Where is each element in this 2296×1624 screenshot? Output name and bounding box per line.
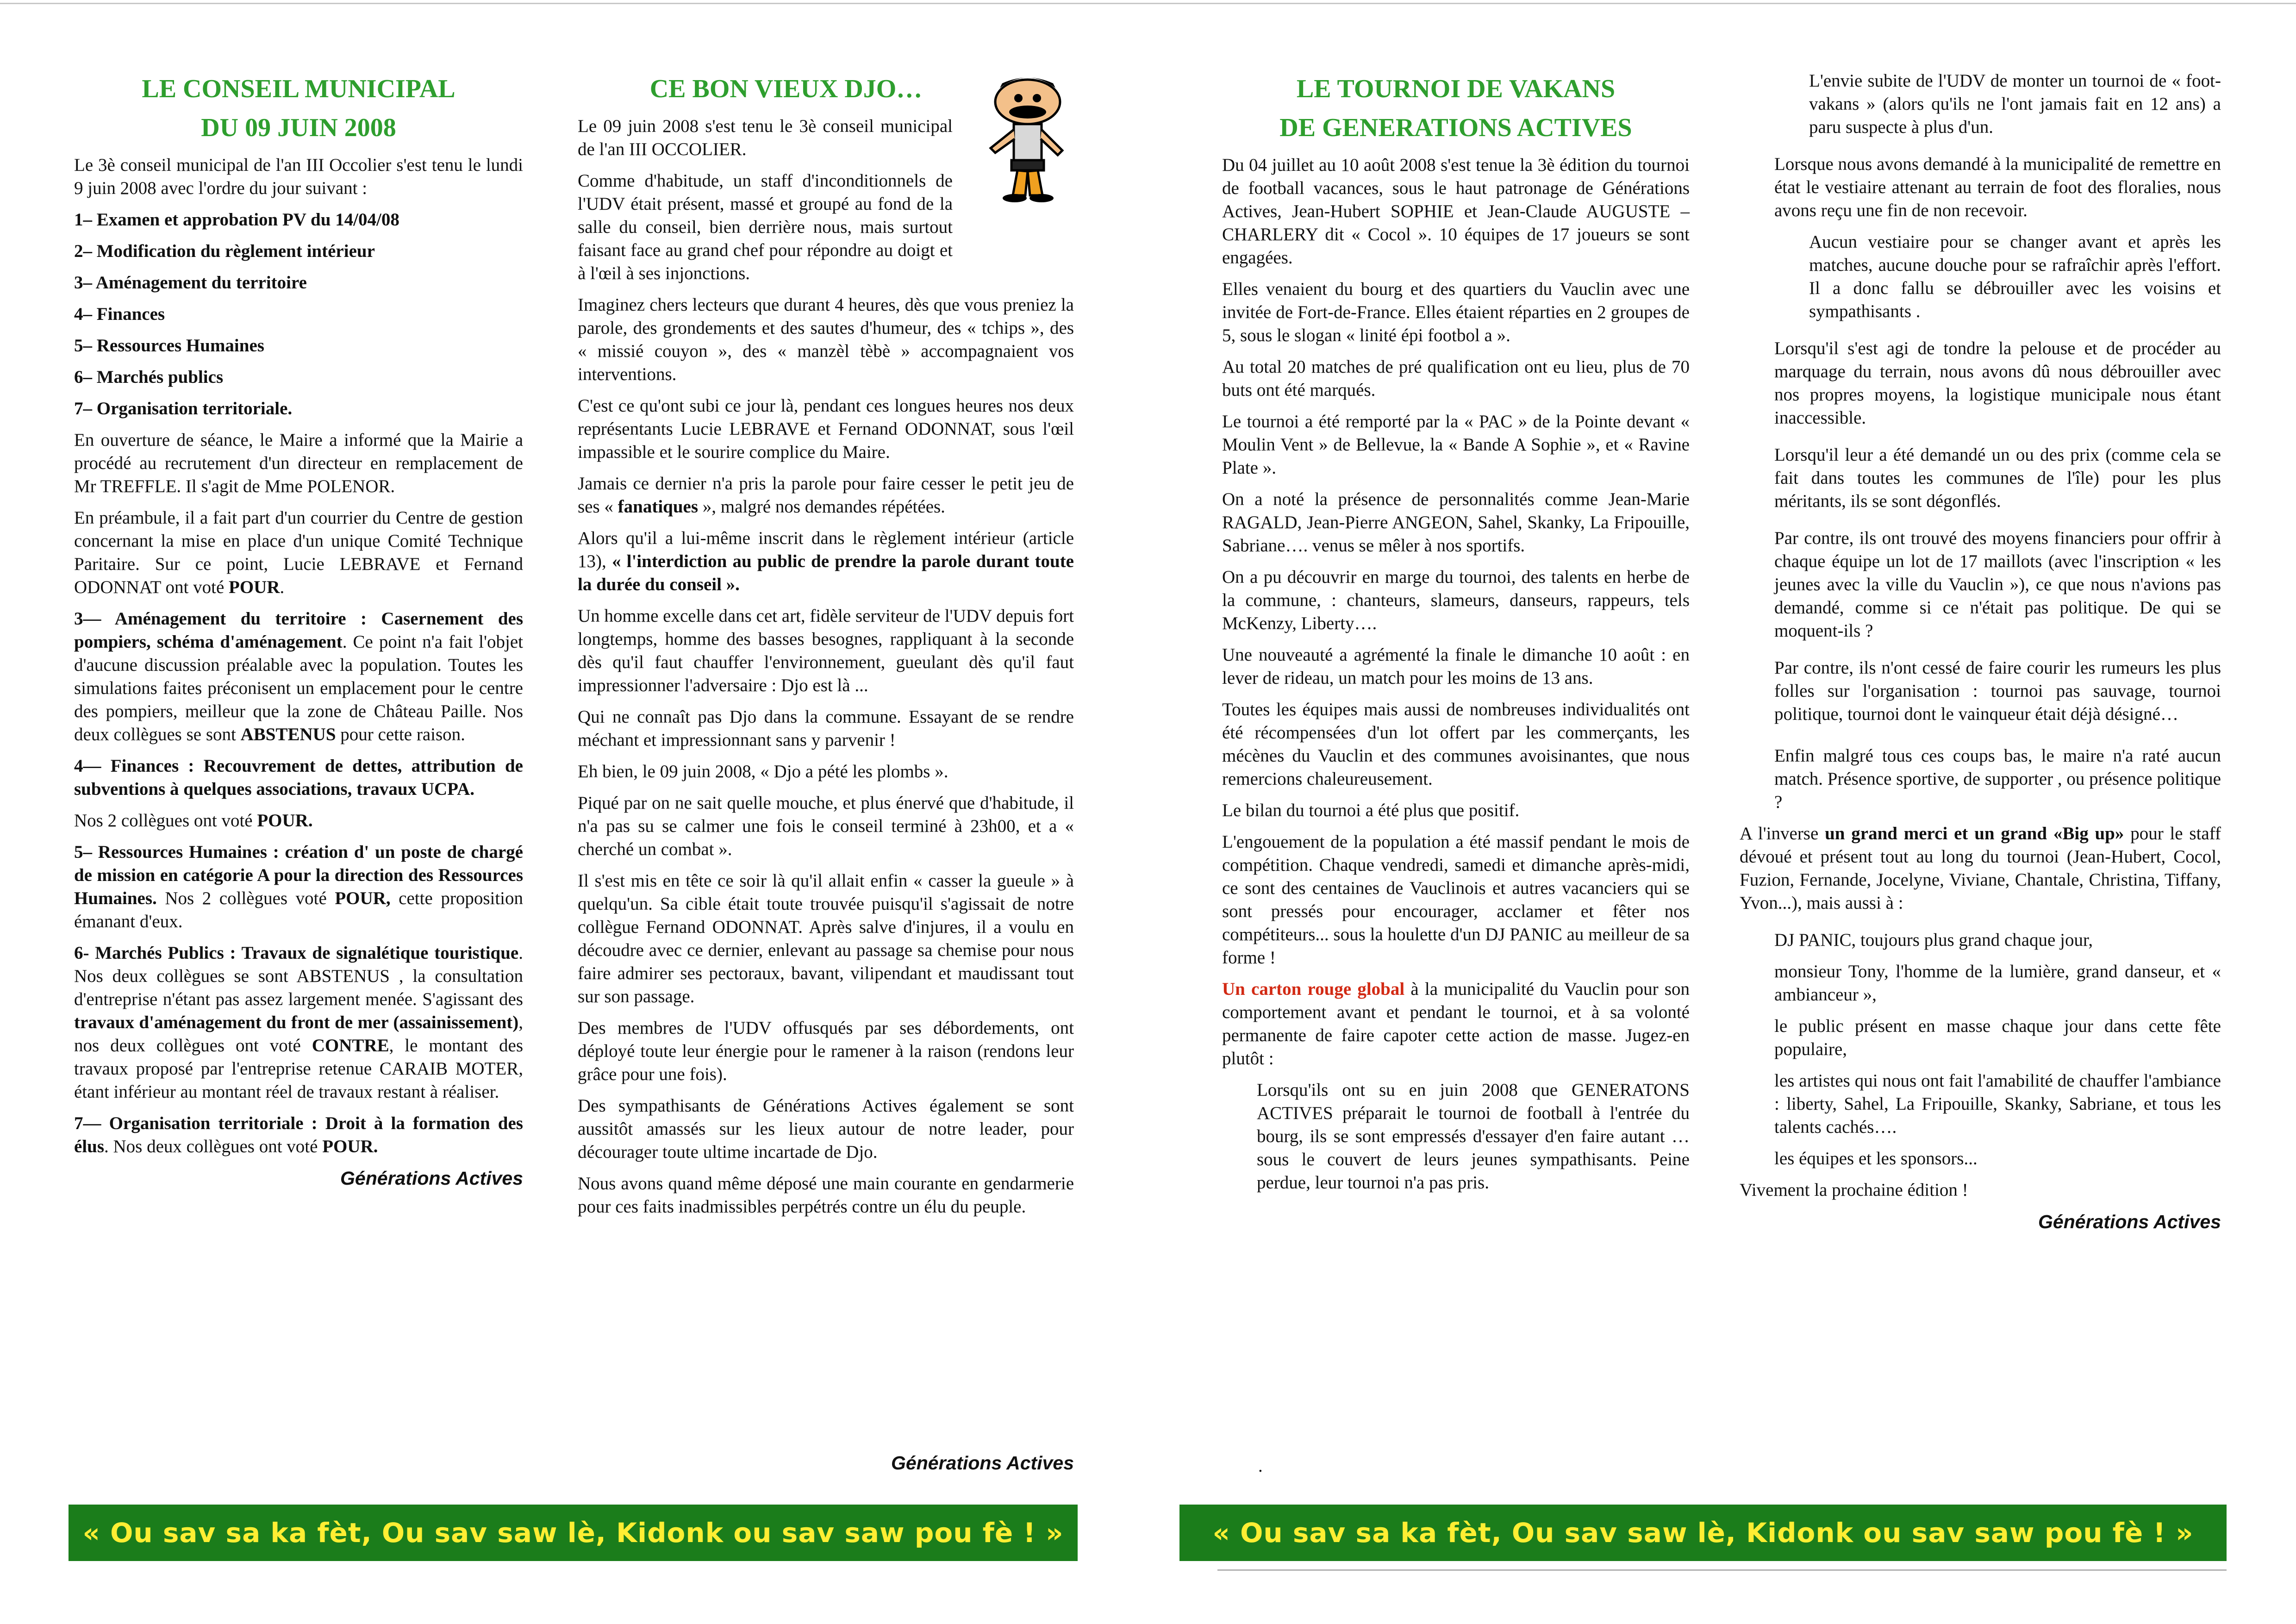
column-tournoi — [1222, 69, 1690, 1203]
paragraph: On a pu découvrir en marge du tournoi, des talents en herbe de la commune, : chanteurs, slameurs, danseurs, rappeurs, tels McKenzy, Liberty…. — [1222, 567, 1690, 633]
top-border — [0, 3, 2296, 4]
thanks-item: monsieur Tony, l'homme de la lumière, grand danseur, et « ambianceur », — [1774, 962, 2221, 1005]
paragraph: Un carton rouge global à la municipalité du Vauclin pour son comportement avant et pendant le tournoi, et à sa volonté permanente de faire capoter cette action de masse. Jugez-en plutôt : — [1222, 979, 1690, 1068]
paragraph: Des sympathisants de Générations Actives également se sont aussitôt amassés sur les lieux autour de notre leader, pour décourager toute ultime incartade de Djo. — [578, 1096, 1074, 1162]
paragraph: Par contre, ils ont trouvé des moyens financiers pour offrir à chaque équipe un lot de 17 maillots (avec l'inscription « les jeunes avec la ville du Vauclin »), ce que nous n'avions pas demandé, comme si ce n'était pas politique. De qui se moquent-ils ? — [1774, 528, 2221, 641]
agenda-item: 3– Aménagement du territoire — [74, 273, 307, 293]
paragraph: Au total 20 matches de pré qualification ont eu lieu, plus de 70 buts ont été marqués. — [1222, 357, 1690, 400]
paragraph: Le bilan du tournoi a été plus que positif. — [1222, 800, 1520, 820]
paragraph: Il s'est mis en tête ce soir là qu'il allait enfin « casser la gueule » à quelqu'un. Sa cible était toute trouvée puisqu'il s'agissait de notre collègue Fernand ODONNAT. Après salve d'injures, il a voulu en découdre avec ce dernier, enlevant au passage sa chemise pour nous faire admirer ses pectoraux, bavant, vilipendant et maudissant tout sur son passage. — [578, 871, 1074, 1006]
paragraph: Lorsque nous avons demandé à la municipalité de remettre en état le vestiaire attenant au terrain de foot des floralies, nous avons reçu une fin de non recevoir. — [1774, 154, 2221, 220]
paragraph: Piqué par on ne sait quelle mouche, et plus énervé que d'habitude, il n'a pas su se calmer une fois le conseil terminé à 23h00, et a « cherché un combat ». — [578, 793, 1074, 859]
paragraph: A l'inverse un grand merci et un grand «Big up» pour le staff dévoué et présent tout au long du tournoi (Jean-Hubert, Cocol, Fuzion, Fernande, Jocelyne, Viviane, Chantale, Christina, Tiffany, Yvon...), mais aussi à : — [1740, 824, 2221, 913]
section-finances: 4— Finances : Recouvrement de dettes, attribution de subventions à quelques associations, travaux UCPA. — [74, 756, 523, 799]
slogan-banner-left: « Ou sav sa ka fèt, Ou sav saw lè, Kidonk ou sav saw pou fè ! » — [69, 1505, 1078, 1561]
section-amenagement: 3— Aménagement du territoire : Casernement des pompiers, schéma d'aménagement. Ce point n'a fait l'objet d'aucune discussion préalable avec la population. Toutes les simulations faites préconisent un emplacement pour le centre des pompiers, meilleur que la zone de Château Paille. Nos deux collègues se sont ABSTENUS pour cette raison. — [74, 609, 523, 744]
paragraph: Par contre, ils n'ont cessé de faire courir les rumeurs les plus folles sur l'organisation : tournoi pas sauvage, tournoi politique, tournoi dont le vainqueur était déjà désigné… — [1774, 658, 2221, 724]
paragraph: Lorsqu'il s'est agi de tondre la pelouse et de procéder au marquage du terrain, nous avons dû nous débrouiller avec nos propres moyens, la logistique municipale nous étant inaccessible. — [1774, 338, 2221, 428]
section-marches-publics: 6- Marchés Publics : Travaux de signalétique touristique. Nos deux collègues se sont ABSTENUS , la consultation d'entreprise n'étant pas assez largement menée. S'agissant des travaux d'aménagement du front de mer (assainissement), nos deux collègues ont voté CONTRE, le montant des travaux proposé par l'entreprise retenue CARAIB MOTER, étant inférieur au montant réel de travaux restant à réaliser. — [74, 943, 524, 1102]
paragraph: Le 09 juin 2008 s'est tenu le 3è conseil municipal de l'an III OCCOLIER. — [578, 116, 953, 159]
agenda-item: 1– Examen et approbation PV du 14/04/08 — [74, 210, 399, 230]
stray-dot: . — [1258, 1456, 1263, 1476]
paragraph: Lorsqu'il leur a été demandé un ou des prix (comme cela se fait dans toutes les communes de l'île) pour les plus méritants, ils se sont dégonflés. — [1774, 445, 2221, 511]
paragraph: Du 04 juillet au 10 août 2008 s'est tenue la 3è édition du tournoi de football vacances, sous le haut patronage de Générations Actives, Jean-Hubert SOPHIE et Jean-Claude AUGUSTE –CHARLERY dit « Cocol ». 10 équipes de 17 joueurs se sont engagées. — [1222, 155, 1690, 268]
column-conseil-municipal — [74, 69, 523, 1198]
paragraph: L'envie subite de l'UDV de monter un tournoi de « foot-vakans » (alors qu'ils ne l'ont jamais fait en 12 ans) a paru suspecte à plus d'un. — [1809, 71, 2221, 137]
paragraph: Imaginez chers lecteurs que durant 4 heures, dès que vous preniez la parole, des grondements et des sautes d'humeur, des « tchips », des « missié couyon », des « manzèl tèbè » accompagnaient vos interventions. — [578, 295, 1074, 384]
paragraph: Un homme excelle dans cet art, fidèle serviteur de l'UDV depuis fort longtemps, homme des basses besognes, rappliquant à la seconde dès qu'il faut chauffer l'environnement, gueulant dès qu'il faut impressionner l'adversaire : Djo est là ... — [578, 606, 1074, 695]
paragraph: On a noté la présence de personnalités comme Jean-Marie RAGALD, Jean-Pierre ANGEON, Sahel, Skanky, La Fripouille, Sabriane…. venus se mêler à nos sportifs. — [1222, 489, 1690, 556]
paragraph: Toutes les équipes mais aussi de nombreuses individualités ont été récompensées d'un lot offert par les commerçants, les mécènes du Vauclin et des communes avoisinantes, que nous remercions chaleureusement. — [1222, 700, 1690, 789]
paragraph: Alors qu'il a lui-même inscrit dans le règlement intérieur (article 13), « l'interdiction au public de prendre la parole durant toute la durée du conseil ». — [578, 528, 1074, 594]
column-djo — [578, 69, 1074, 1227]
section-ressources-humaines: 5– Ressources Humaines : création d' un poste de chargé de mission en catégorie A pour la direction des Ressources Humaines. Nos 2 collègues voté POUR, cette proposition émanant d'eux. — [74, 842, 524, 931]
agenda-item: 4– Finances — [74, 304, 165, 324]
paragraph: Lorsqu'ils ont su en juin 2008 que GENERATONS ACTIVES préparait le tournoi de football à l'entrée du bourg, ils se sont empressés d'essayer d'en faire autant …sous le couvert de leurs jeunes sympathisants. Peine perdue, leur tournoi n'a pas pris. — [1257, 1080, 1690, 1193]
paragraph: En préambule, il a fait part d'un courrier du Centre de gestion concernant la mise en place d'un unique Comité Technique Paritaire. Sur ce point, Lucie LEBRAVE et Fernand ODONNAT ont voté POUR. — [74, 508, 523, 597]
paragraph: Eh bien, le 09 juin 2008, « Djo a pété les plombs ». — [578, 762, 948, 781]
paragraph: Jamais ce dernier n'a pris la parole pour faire cesser le petit jeu de ses « fanatiques », malgré nos demandes répétées. — [578, 474, 1074, 517]
intro-paragraph: Le 3è conseil municipal de l'an III Occolier s'est tenu le lundi 9 juin 2008 avec l'ordre du jour suivant : — [74, 155, 523, 198]
bottom-rule — [1217, 1569, 2227, 1571]
paragraph: Nos 2 collègues ont voté POUR. — [74, 811, 313, 831]
thanks-item: les artistes qui nous ont fait l'amabilité de chauffer l'ambiance : liberty, Sahel, La Fripouille, Skanky, Sabriane, et tous les talents cachés…. — [1774, 1071, 2221, 1137]
signature: Générations Actives — [891, 1452, 1074, 1474]
article-title: CE BON VIEUX DJO… — [649, 75, 923, 103]
thanks-item: DJ PANIC, toujours plus grand chaque jour, — [1774, 930, 2093, 950]
article-title: LE CONSEIL MUNICIPAL DU 09 JUIN 2008 — [142, 75, 455, 142]
agenda-item: 6– Marchés publics — [74, 367, 224, 387]
paragraph: Le tournoi a été remporté par la « PAC » de la Pointe devant « Moulin Vent » de Bellevue, la « Bande A Sophie », et « Ravine Plate ». — [1222, 412, 1690, 478]
paragraph: Comme d'habitude, un staff d'inconditionnels de l'UDV était présent, massé et groupé au fond de la salle du conseil, bien derrière nous, mais surtout faisant face au grand chef pour répondre au doigt et à l'œil à ses injonctions. — [578, 171, 953, 283]
closing-line: Vivement la prochaine édition ! — [1740, 1180, 1968, 1200]
thanks-item: le public présent en masse chaque jour dans cette fête populaire, — [1774, 1016, 2221, 1059]
paragraph: Nous avons quand même déposé une main courante en gendarmerie pour ces faits inadmissibles perpétrés contre un élu du peuple. — [578, 1174, 1074, 1217]
paragraph: Enfin malgré tous ces coups bas, le maire n'a raté aucun match. Présence sportive, de supporter , ou présence politique ? — [1774, 746, 2221, 812]
signature: Générations Actives — [2038, 1211, 2221, 1232]
signature: Générations Actives — [340, 1168, 523, 1189]
article-title: LE TOURNOI DE VAKANS DE GENERATIONS ACTIVES — [1279, 75, 1632, 142]
paragraph: Des membres de l'UDV offusqués par ses débordements, ont déployé toute leur énergie pour le ramener à la raison (rendons leur grâce pour une fois). — [578, 1018, 1074, 1084]
paragraph: Elles venaient du bourg et des quartiers du Vauclin avec une invitée de Fort-de-France. Elles étaient réparties en 2 groupes de 5, sous le slogan « linité épi footbol a ». — [1222, 279, 1690, 345]
slogan-banner-right: « Ou sav sa ka fèt, Ou sav saw lè, Kidonk ou sav saw pou fè ! » — [1179, 1505, 2227, 1561]
paragraph: C'est ce qu'ont subi ce jour là, pendant ces longues heures nos deux représentants Lucie LEBRAVE et Fernand ODONNAT, sous l'œil impassible et le sourire complice du Maire. — [578, 396, 1074, 462]
paragraph: Qui ne connaît pas Djo dans la commune. Essayant de se rendre méchant et impressionnant sans y parvenir ! — [578, 707, 1074, 750]
section-organisation: 7— Organisation territoriale : Droit à la formation des élus. Nos deux collègues ont voté POUR. — [74, 1113, 523, 1156]
paragraph: L'engouement de la population a été massif pendant le mois de compétition. Chaque vendredi, samedi et dimanche après-midi, ce sont des centaines de Vauclinois et autres vacanciers qui se sont pressés pour encourager, acclamer et fêter nos compétiteurs... sous la houlette d'un DJ PANIC au meilleur de sa forme ! — [1222, 832, 1690, 968]
agenda-list — [74, 208, 523, 420]
red-card-highlight: Un carton rouge global — [1222, 979, 1405, 999]
agenda-item: 7– Organisation territoriale. — [74, 399, 293, 418]
agenda-item: 2– Modification du règlement intérieur — [74, 241, 375, 261]
paragraph: Une nouveauté a agrémenté la finale le dimanche 10 août : en lever de rideau, un match pour les moins de 13 ans. — [1222, 645, 1690, 688]
thanks-item: les équipes et les sponsors... — [1774, 1149, 1978, 1168]
agenda-item: 5– Ressources Humaines — [74, 336, 264, 356]
thanks-list — [1740, 929, 2221, 1170]
paragraph: En ouverture de séance, le Maire a informé que la Mairie a procédé au recrutement d'un directeur en remplacement de Mr TREFFLE. Il s'agit de Mme POLENOR. — [74, 430, 523, 496]
column-tournoi-suite — [1740, 69, 2221, 1242]
paragraph: Aucun vestiaire pour se changer avant et après les matches, aucune douche pour se rafraîchir après l'effort. Il a donc fallu se débrouiller avec les voisins et sympathisants . — [1809, 232, 2221, 321]
